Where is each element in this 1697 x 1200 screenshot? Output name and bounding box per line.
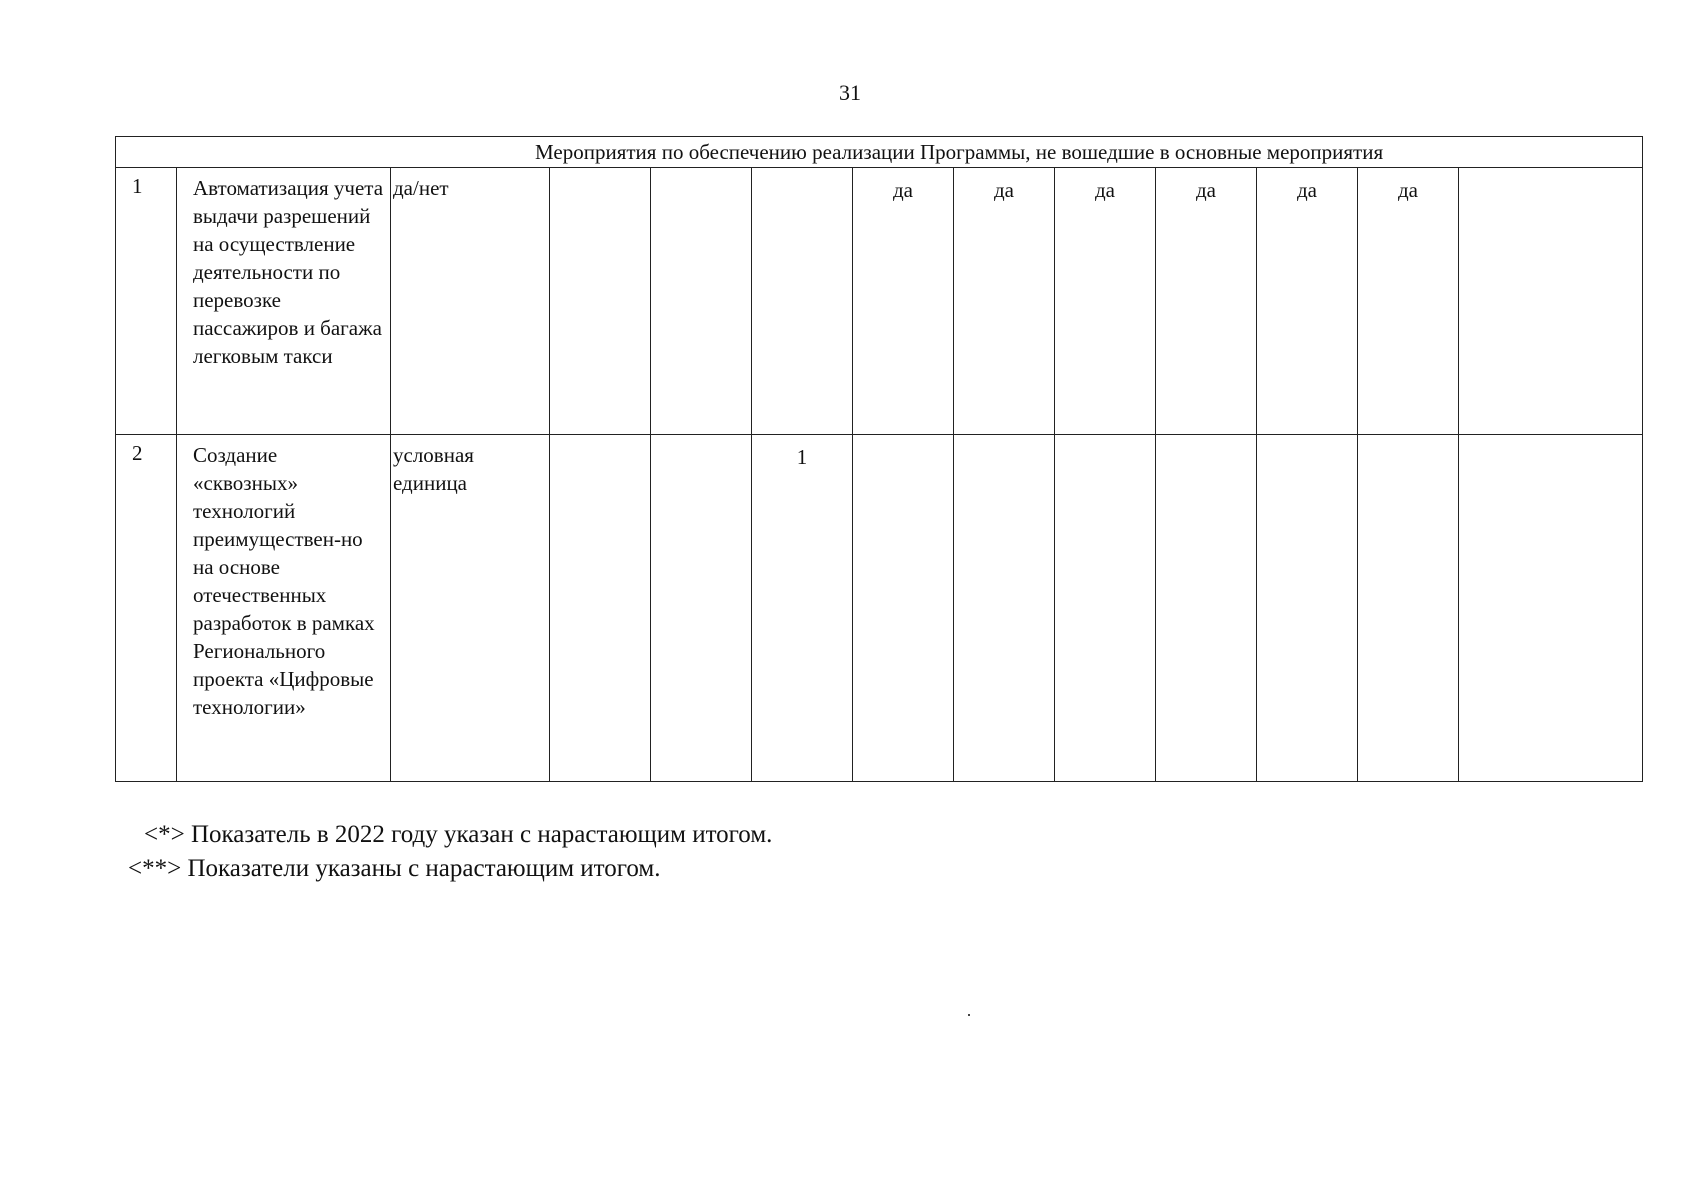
value-cell (651, 435, 752, 782)
value-cell (550, 435, 651, 782)
section-header-row (116, 137, 1643, 168)
unit-of-measure: да/нет (391, 168, 550, 435)
page-number: 31 (839, 80, 861, 105)
value-cell: да (954, 168, 1055, 435)
program-indicators-table (115, 136, 1643, 782)
value-cell: да (1156, 168, 1257, 435)
table-row (116, 435, 1643, 782)
value-cell: 1 (752, 435, 853, 782)
measure-name: Создание «сквозных» технологий преимуществен-но на основе отечественных разработок в рамках Регионального проекта «Цифровые технологии» (177, 435, 391, 782)
value-cell: да (1055, 168, 1156, 435)
table-row (116, 168, 1643, 435)
value-cell (954, 435, 1055, 782)
section-title-cell (116, 137, 1643, 168)
value-cell (853, 435, 954, 782)
value-cell (1358, 435, 1459, 782)
scan-speck (968, 1014, 970, 1016)
footnotes (128, 818, 772, 886)
value-cell (651, 168, 752, 435)
value-cell (752, 168, 853, 435)
value-cell (1156, 435, 1257, 782)
row-number: 2 (116, 435, 177, 782)
unit-of-measure: условная единица (391, 435, 550, 782)
value-cell (1257, 435, 1358, 782)
value-cell (550, 168, 651, 435)
value-cell: да (1358, 168, 1459, 435)
value-cell (1459, 168, 1643, 435)
value-cell: да (853, 168, 954, 435)
value-cell (1055, 435, 1156, 782)
footnote-cumulative: <**> Показатели указаны с нарастающим итогом. (128, 855, 661, 882)
value-cell: да (1257, 168, 1358, 435)
row-number: 1 (116, 168, 177, 435)
footnote-cumulative-2022: <*> Показатель в 2022 году указан с нарастающим итогом. (144, 821, 773, 848)
measure-name: Автоматизация учета выдачи разрешений на осуществление деятельности по перевозке пассажиров и багажа легковым такси (177, 168, 391, 435)
value-cell (1459, 435, 1643, 782)
section-title: Мероприятия по обеспечению реализации Программы, не вошедшие в основные мероприятия (535, 140, 1384, 164)
